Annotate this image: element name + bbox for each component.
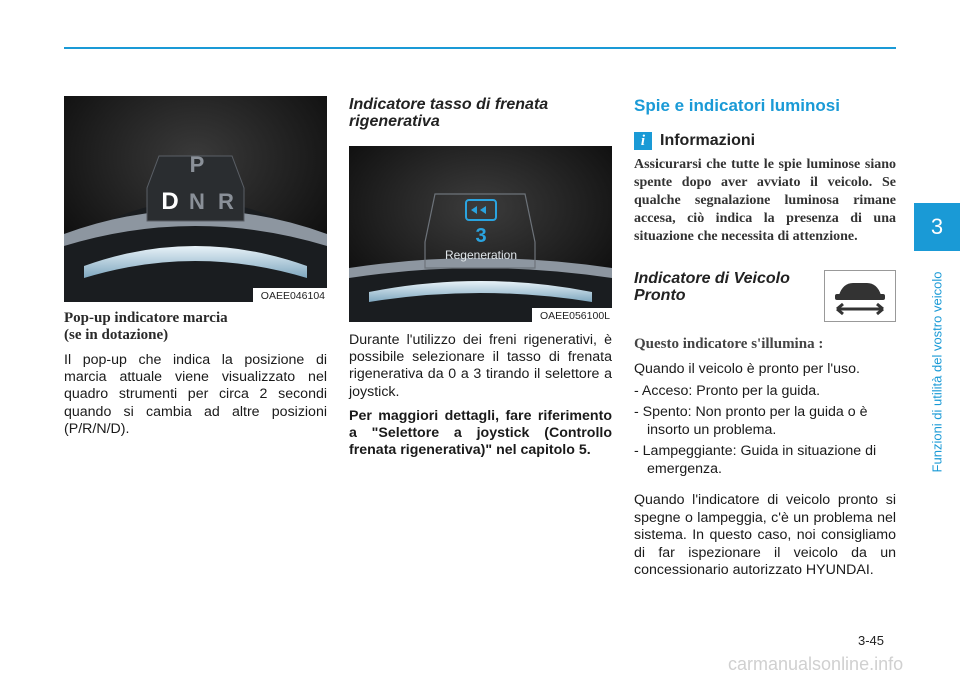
column-1 xyxy=(64,96,327,445)
gear-r-letter: R xyxy=(218,189,234,214)
gear-p-letter: P xyxy=(189,152,205,177)
chapter-title: Funzioni di utilità del vostro veicolo xyxy=(929,271,945,473)
figure-code: OAEE046104 xyxy=(253,288,327,302)
heading-line: Indicatore di Veicolo xyxy=(634,270,790,287)
heading-line: Pop-up indicatore marcia xyxy=(64,310,228,326)
gear-popup-figure xyxy=(64,96,327,302)
chapter-tab: 3 xyxy=(914,203,960,251)
column-3 xyxy=(634,96,896,594)
info-icon: i xyxy=(634,132,652,150)
list-item: - Acceso: Pronto per la guida. xyxy=(634,382,821,399)
heading-line: rigenerativa xyxy=(349,113,440,130)
info-title: Informazioni xyxy=(660,132,756,149)
heading-line: Indicatore tasso di frenata xyxy=(349,96,549,113)
regen-figure xyxy=(349,146,612,322)
column-2 xyxy=(349,96,612,466)
ready-car-icon xyxy=(824,270,896,322)
heading-line: Pronto xyxy=(634,287,686,304)
figure-code: OAEE056100L xyxy=(532,308,612,322)
list-item: - Lampeggiante: Guida in situazione di emergenza. xyxy=(634,443,877,477)
page-number: 3-45 xyxy=(858,633,885,648)
ready-indicator-block xyxy=(634,270,896,324)
regen-label: Regeneration xyxy=(444,248,518,262)
section-heading: Spie e indicatori luminosi xyxy=(634,96,840,115)
regen-illustration xyxy=(349,146,612,322)
ready-heading xyxy=(634,270,814,304)
ready-intro: Quando il veicolo è pronto per l'uso. xyxy=(634,361,860,377)
regen-reference: Per maggiori dettagli, fare riferimento a "Selettore a joystick (Controllo frenata rigenerativa)" nel capitolo 5. xyxy=(349,407,612,459)
gear-popup-illustration xyxy=(64,96,327,302)
gear-n-letter: N xyxy=(189,189,205,214)
header-rule xyxy=(64,47,896,49)
regen-text: Durante l'utilizzo dei freni rigenerativi, è possibile selezionare il tasso di frenata rigenerativa da 0 a 3 tirando il selettore a joystick. xyxy=(349,332,612,400)
list-item: - Spento: Non pronto per la guida o è insorto un problema. xyxy=(634,404,868,438)
regen-heading xyxy=(349,96,612,130)
gear-popup-heading xyxy=(64,310,327,344)
gear-popup-text: Il pop-up che indica la posizione di marcia attuale viene visualizzato nel quadro strumenti per circa 2 secondi quando si cambia ad altre posizioni (P/R/N/D). xyxy=(64,352,327,437)
regen-level: 3 xyxy=(475,225,487,247)
ready-subheading: Questo indicatore s'illumina : xyxy=(634,336,824,352)
watermark: carmanualsonline.info xyxy=(728,654,904,674)
ready-paragraph: Quando l'indicatore di veicolo pronto si spegne o lampeggia, c'è un problema nel sistema. In questo caso, noi consigliamo di far ispezionare il veicolo da un concessionario autorizzato HYUNDAI. xyxy=(634,492,896,578)
info-box-header xyxy=(634,132,896,150)
gear-d-letter: D xyxy=(161,188,179,215)
info-text: Assicurarsi che tutte le spie luminose siano spente dopo aver avviato il veicolo. Se qualche segnalazione luminosa rimane accesa, ciò indica la presenza di una situazione che necessita di attenzione. xyxy=(634,157,896,244)
heading-line: (se in dotazione) xyxy=(64,327,169,343)
